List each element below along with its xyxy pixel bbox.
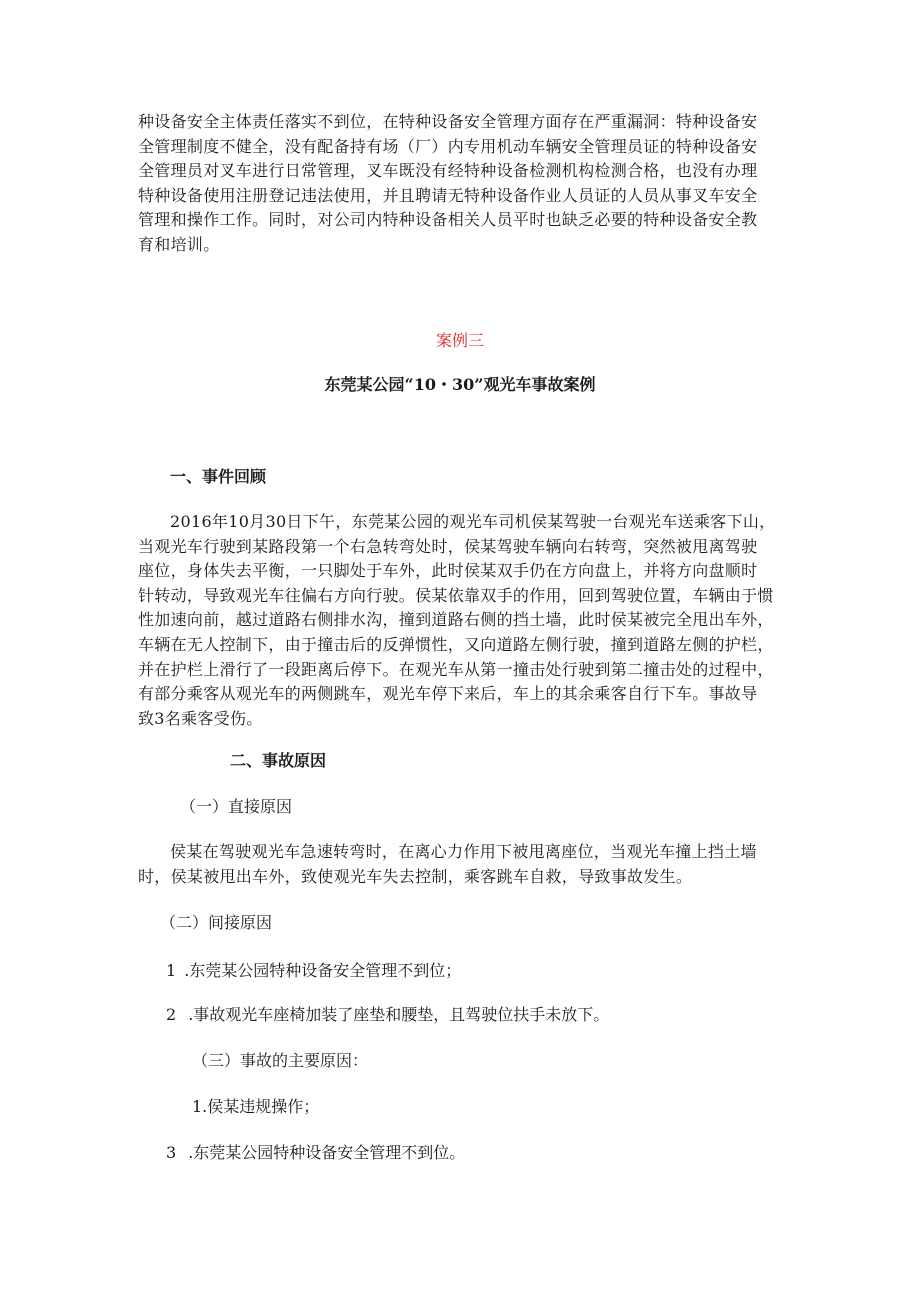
text-line: 性加速向前，越过道路右侧排水沟，撞到道路右侧的挡土墙，此时侯某被完全甩出车外， [138,610,774,630]
text-line: 有部分乘客从观光车的两侧跳车，观光车停下来后，车上的其余乘客自行下车。事故导 [138,684,758,704]
text-line: 时，侯某被甩出车外，致使观光车失去控制，乘客跳车自救，导致事故发生。 [138,866,693,886]
list-number: 2 [166,1005,177,1024]
list-item [166,1140,465,1163]
case-label: 案例三 [435,331,484,350]
subsection-heading: （二）间接原因 [160,913,273,932]
list-text: .东莞某公园特种设备安全管理不到位； [184,961,462,980]
text-line: 致3名乘客受伤。 [138,708,263,728]
text-line: 全管理制度不健全，没有配备持有场（厂）内专用机动车辆安全管理员证的特种设备安 [138,136,758,156]
incident-paragraph [138,510,788,731]
intro-paragraph [138,110,788,258]
text-line: 车辆在无人控制下，由于撞击后的反弹惯性，又向道路左侧行驶，撞到道路左侧的护栏， [138,634,774,654]
section-heading: 一、事件回顾 [170,467,267,486]
text-line: 全管理员对叉车进行日常管理，叉车既没有经特种设备检测机构检测合格，也没有办理 [138,161,758,181]
list-number: 3 [166,1143,177,1162]
list-text: .东莞某公园特种设备安全管理不到位。 [188,1143,466,1162]
list-text: .事故观光车座椅加装了座垫和腰垫，且驾驶位扶手未放下。 [188,1005,610,1024]
text-line: 当观光车行驶到某路段第一个右急转弯处时，侯某驾驶车辆向右转弯，突然被甩离驾驶 [138,536,758,556]
subsection-heading: （一）直接原因 [180,797,293,816]
text-line: 并在护栏上滑行了一段距离后停下。在观光车从第一撞击处行驶到第二撞击处的过程中， [138,659,774,679]
case-title: 东莞某公园“10・30”观光车事故案例 [324,375,596,394]
text-line: 特种设备使用注册登记违法使用，并且聘请无特种设备作业人员证的人员从事叉车安全 [138,185,758,205]
text-line: 管理和操作工作。同时，对公司内特种设备相关人员平时也缺乏必要的特种设备安全教 [138,210,758,230]
text-line: 种设备安全主体责任落实不到位，在特种设备安全管理方面存在严重漏洞：特种设备安 [138,112,758,131]
text-line: 侯某在驾驶观光车急速转弯时，在离心力作用下被甩离座位，当观光车撞上挡土墙 [170,842,757,861]
text-line: 座位，身体失去平衡，一只脚处于车外，此时侯某双手仍在方向盘上，并将方向盘顺时 [138,561,758,581]
text-line: 2016年10月30日下午，东莞某公园的观光车司机侯某驾驶一台观光车送乘客下山， [170,512,776,531]
list-item [166,1002,609,1025]
direct-cause-paragraph [138,840,788,889]
list-number: 1 [166,961,177,980]
list-item: 1.侯某违规操作； [192,1097,320,1116]
section-heading: 二、事故原因 [230,751,327,770]
text-line: 针转动，导致观光车往偏右方向行驶。侯某依靠双手的作用，回到驾驶位置，车辆由于惯 [138,585,774,605]
subsection-heading: （三）事故的主要原因： [192,1051,369,1070]
text-line: 育和培训。 [138,234,220,254]
list-item [166,958,461,981]
